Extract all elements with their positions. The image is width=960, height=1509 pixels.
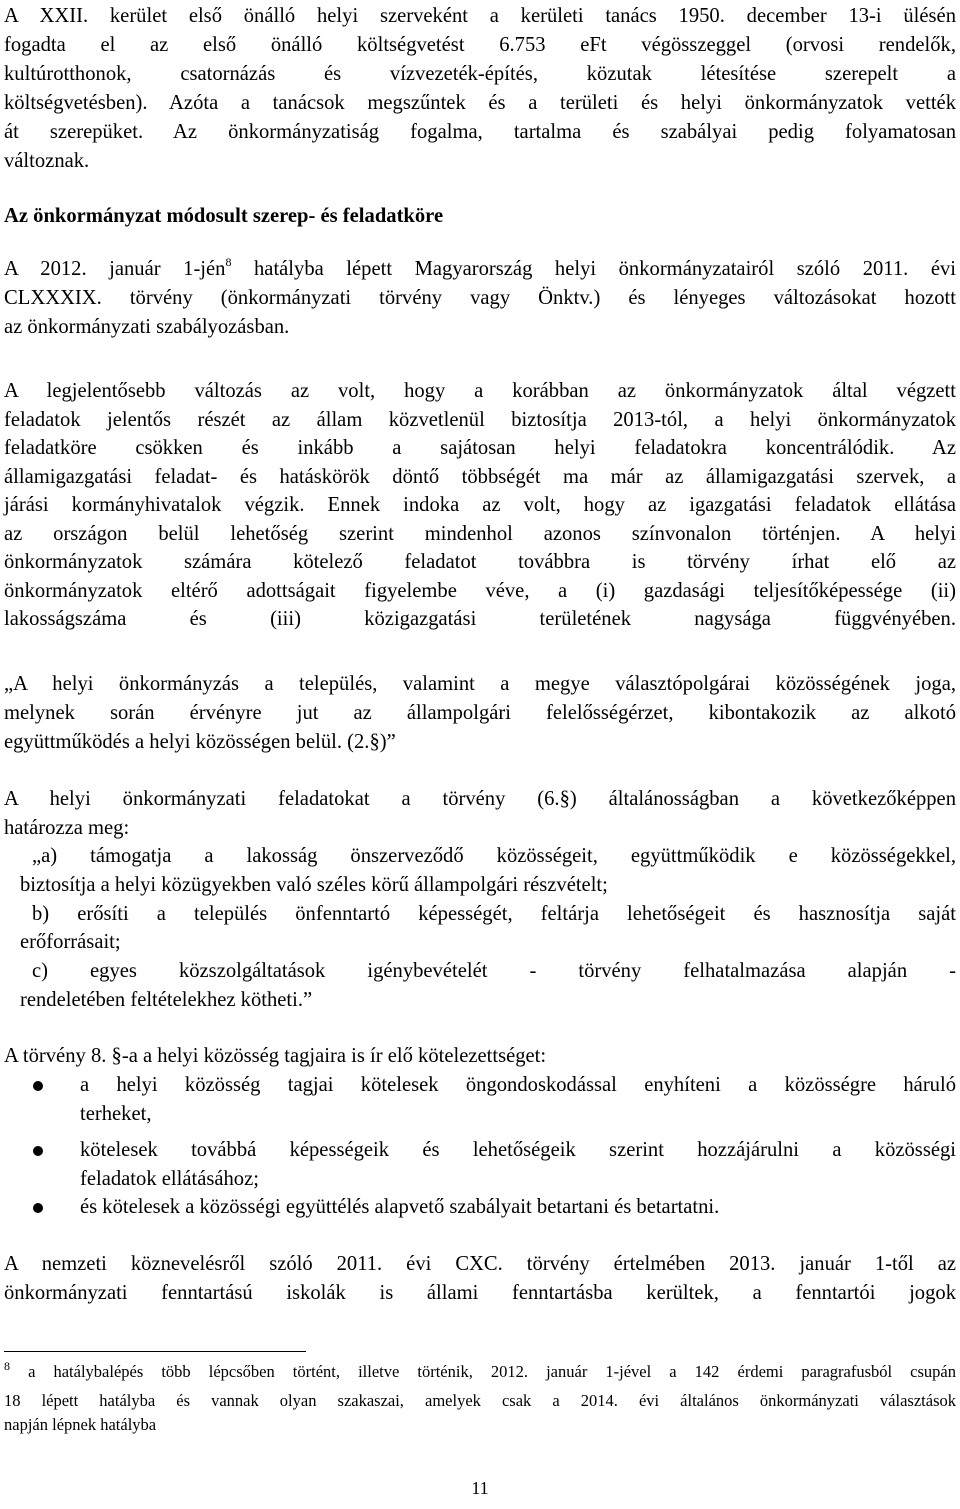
text-line: járási kormányhivatalok végzik. Ennek indoka az volt, hogy az igazgatási feladatok ellátása xyxy=(4,494,956,516)
text-line: fogadta el az első önálló költségvetést 6.753 eFt végösszeggel (orvosi rendelők, xyxy=(4,34,956,56)
list-item-b: b) erősíti a település önfenntartó képességét, feltárja lehetőségeit és hasznosítja saját xyxy=(32,903,956,925)
list-item-c: rendeletében feltételekhez kötheti.” xyxy=(20,989,313,1011)
text-line: az országon belül lehetőség szerint mindenhol azonos színvonalon történjen. A helyi xyxy=(4,523,956,545)
bullet-icon xyxy=(33,1081,43,1091)
bullet-item: a helyi közösség tagjai kötelesek öngondoskodással enyhíteni a közösségre háruló xyxy=(80,1074,956,1096)
text-line: önkormányzati fenntartású iskolák is állami fenntartásba kerültek, a fenntartói jogok xyxy=(4,1282,956,1304)
text-line: CLXXXIX. törvény (önkormányzati törvény vagy Önktv.) és lényeges változásokat hozott xyxy=(4,287,956,309)
bullet-item: kötelesek továbbá képességeik és lehetőségeik szerint hozzájárulni a közösségi xyxy=(80,1139,956,1161)
footnote-ref: 8 xyxy=(225,255,232,269)
list-item-a: „a) támogatja a lakosság önszerveződő közösségeit, együttműködik e közösségekkel, xyxy=(32,845,956,867)
text-line: önkormányzatok eltérő adottságait figyelembe véve, a (i) gazdasági teljesítőképessége (ii) xyxy=(4,580,956,602)
list-item-a: biztosítja a helyi közügyekben való széles körű állampolgári részvételt; xyxy=(20,874,608,896)
text-line: határozza meg: xyxy=(4,817,130,839)
text-line: A nemzeti köznevelésről szóló 2011. évi CXC. törvény értelmében 2013. január 1-től az xyxy=(4,1253,956,1275)
text-line: A helyi önkormányzati feladatokat a törvény (6.§) általánosságban a következőképpen xyxy=(4,788,956,810)
bullet-item: és kötelesek a közösségi együttélés alapvető szabályait betartani és betartatni. xyxy=(80,1196,720,1218)
bullet-item: feladatok ellátásához; xyxy=(80,1168,259,1190)
text-line: feladatköre csökken és inkább a sajátosan helyi feladatokra koncentrálódik. Az xyxy=(4,437,956,459)
footnote-separator xyxy=(4,1351,306,1352)
bullet-icon xyxy=(33,1146,43,1156)
text-line: költségvetésben). Azóta a tanácsok megszűntek és a területi és helyi önkormányzatok vették xyxy=(4,92,956,114)
text-line: „A helyi önkormányzás a település, valamint a megye választópolgárai közösségének joga, xyxy=(4,673,956,695)
text-line: A törvény 8. §-a a helyi közösség tagjaira is ír elő kötelezettséget: xyxy=(4,1045,547,1067)
text-line: együttműködés a helyi közösségen belül. (2.§)” xyxy=(4,731,396,753)
text-line: kultúrotthonok, csatornázás és vízvezeték-építés, közutak létesítése szerepelt a xyxy=(4,63,956,85)
footnote-line: $^8$ a hatálybalépés több lépcsőben történt, illetve történik, 2012. január 1-jével a 142 érdemi paragrafusból csupán xyxy=(4,1359,956,1381)
bullet-item: terheket, xyxy=(80,1103,152,1125)
bullet-icon xyxy=(33,1203,43,1213)
text-line: át szerepüket. Az önkormányzatiság fogalma, tartalma és szabályai pedig folyamatosan xyxy=(4,121,956,143)
section-heading: Az önkormányzat módosult szerep- és feladatköre xyxy=(4,205,444,227)
text-line: az önkormányzati szabályozásban. xyxy=(4,316,290,338)
list-item-b: erőforrásait; xyxy=(20,931,121,953)
text-line: melynek során érvényre jut az állampolgári felelősségérzet, kibontakozik az alkotó xyxy=(4,702,956,724)
text-line: változnak. xyxy=(4,150,90,172)
footnote-number: 8 xyxy=(4,1359,10,1373)
text-line: feladatok jelentős részét az állam közvetlenül biztosítja 2013-tól, a helyi önkormányzatok xyxy=(4,409,956,431)
text-line: A XXII. kerület első önálló helyi szerveként a kerületi tanács 1950. december 13-i ülésén xyxy=(4,5,956,27)
text-line: A 2012. január 1-jén$^8$ hatályba lépett Magyarország helyi önkormányzatairól szóló 2011. évi xyxy=(4,255,956,280)
text-line: A legjelentősebb változás az volt, hogy a korábban az önkormányzatok által végzett xyxy=(4,380,956,402)
text-line: önkormányzatok számára kötelező feladatot továbbra is törvény írhat elő az xyxy=(4,551,956,573)
text-line: lakosságszáma és (iii) közigazgatási területének nagysága függvényében. xyxy=(4,608,956,630)
list-item-c: c) egyes közszolgáltatások igénybevételét - törvény felhatalmazása alapján - xyxy=(32,960,956,982)
text-line: államigazgatási feladat- és hatáskörök döntő többségét ma már az államigazgatási szervek, a xyxy=(4,466,956,488)
page-number: 11 xyxy=(471,1478,489,1498)
footnote-line: 18 lépett hatályba és vannak olyan szakaszai, amelyek csak a 2014. évi általános önkormányzati választások xyxy=(4,1391,956,1410)
footnote-line: napján lépnek hatályba xyxy=(4,1415,157,1434)
